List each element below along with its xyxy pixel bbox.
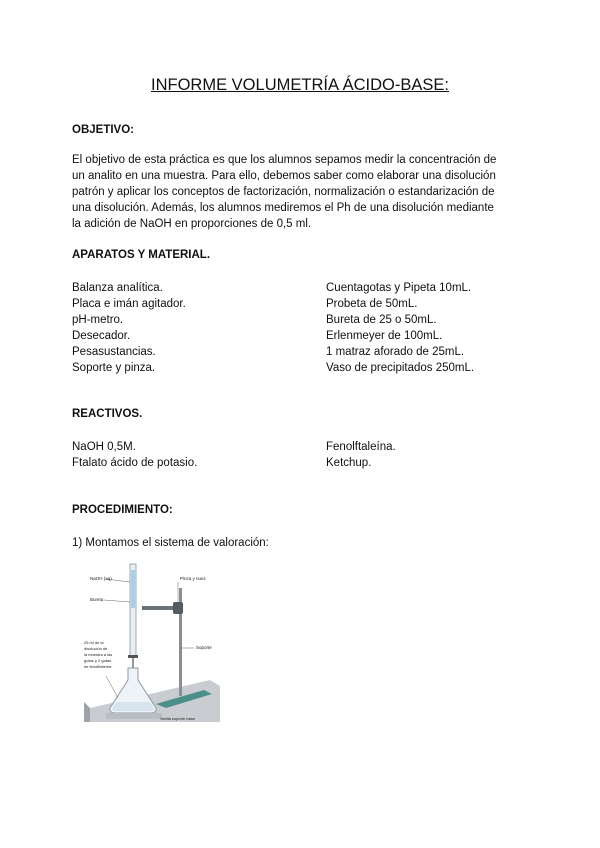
list-item: pH-metro. <box>72 314 124 326</box>
list-item: Balanza analítica. <box>72 282 163 294</box>
clamp-nut <box>173 602 183 614</box>
objective-line: un analito en una muestra. Para ello, debemos saber como elaborar una disolución <box>72 170 496 182</box>
burette-tip <box>132 658 134 668</box>
list-item: Vaso de precipitados 250mL. <box>326 362 475 374</box>
list-item: 1 matraz aforado de 25mL. <box>326 346 465 358</box>
objective-paragraph <box>72 152 528 232</box>
list-item: Ketchup. <box>326 457 372 469</box>
label-sample-line: gotas y 2 gotas <box>84 658 112 663</box>
label-line <box>104 600 130 602</box>
titration-setup-figure <box>84 558 220 722</box>
list-item: Fenolftaleína. <box>326 441 396 453</box>
label-sample-line: la muestra a las <box>84 652 113 657</box>
list-item: Placa e imán agitador. <box>72 298 186 310</box>
objective-line: la adición de NaOH en proporciones de 0,5 ml. <box>72 218 312 230</box>
burette-stopcock <box>128 655 138 658</box>
label-soporte: Soporte <box>196 645 212 650</box>
label-base: Varilla soporte base <box>160 716 196 721</box>
apparatus-right-list <box>326 280 474 376</box>
reagents-left-list <box>72 439 197 471</box>
list-item: Erlenmeyer de 100mL. <box>326 330 443 342</box>
label-sample-line: 25 ml de la <box>84 640 104 645</box>
reagents-heading: REACTIVOS. <box>72 408 143 420</box>
flask-liquid <box>112 702 154 711</box>
objective-line: El objetivo de esta práctica es que los alumnos sepamos medir la concentración de <box>72 154 497 166</box>
label-naoh: NaOH (aq) <box>90 576 112 581</box>
list-item: Probeta de 50mL. <box>326 298 418 310</box>
reagents-right-list <box>326 439 396 471</box>
apparatus-heading: APARATOS Y MATERIAL. <box>72 249 211 261</box>
objective-heading: OBJETIVO: <box>72 124 134 136</box>
objective-line: una disolución. Además, los alumnos mediremos el Ph de una disolución mediante <box>72 202 494 214</box>
procedure-step-1: 1) Montamos el sistema de valoración: <box>72 537 269 549</box>
document-title: INFORME VOLUMETRÍA ÁCIDO-BASE: <box>151 76 449 94</box>
label-bureta: Bureta <box>90 597 104 602</box>
objective-line: patrón y aplicar los conceptos de factorización, normalización o estandarización de <box>72 186 495 198</box>
list-item: NaOH 0,5M. <box>72 441 136 453</box>
list-item: Soporte y pinza. <box>72 362 156 374</box>
label-line <box>106 676 118 698</box>
list-item: Bureta de 25 o 50mL. <box>326 314 437 326</box>
procedure-heading: PROCEDIMIENTO: <box>72 504 173 516</box>
list-item: Cuentagotas y Pipeta 10mL. <box>326 282 472 294</box>
label-sample-line: disolución de <box>84 646 108 651</box>
list-item: Desecador. <box>72 330 131 342</box>
list-item: Pesasustancias. <box>72 346 156 358</box>
label-pinza: Pinza y nuez <box>180 576 206 581</box>
burette-liquid <box>131 570 135 608</box>
apparatus-left-list <box>72 280 186 376</box>
list-item: Ftalato ácido de potasio. <box>72 457 198 469</box>
label-sample-line: de fenolftaleína <box>84 664 112 669</box>
bench-edge <box>84 702 90 722</box>
stirrer-plate <box>106 713 162 719</box>
